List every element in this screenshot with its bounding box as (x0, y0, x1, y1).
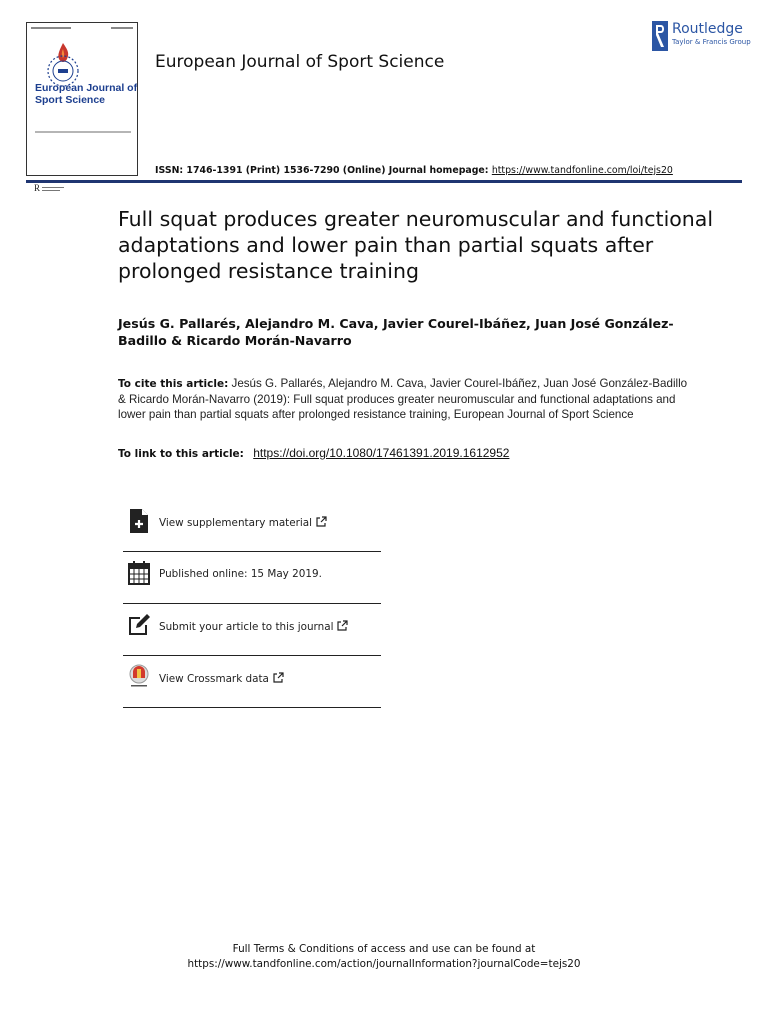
external-link-icon (337, 620, 348, 631)
terms-link[interactable]: https://www.tandfonline.com/action/journalInformation?journalCode=tejs20 (187, 957, 581, 970)
article-link-label: To link to this article: (118, 448, 244, 460)
citation-label: To cite this article: (118, 378, 229, 390)
journal-name: European Journal of Sport Science (155, 52, 445, 72)
external-link-icon (273, 672, 284, 683)
header-divider (26, 180, 742, 183)
published-online-label: Published online: 15 May 2019. (159, 568, 322, 580)
cover-masthead (31, 27, 133, 31)
terms-text: Full Terms & Conditions of access and use can be found at (232, 943, 536, 955)
article-authors: Jesús G. Pallarés, Alejandro M. Cava, Javier Courel-Ibáñez, Juan José González-Badillo & Ricardo Morán-Navarro (118, 316, 674, 348)
crossmark-label: View Crossmark data (159, 672, 284, 685)
publisher-group: Taylor & Francis Group (672, 38, 751, 46)
calendar-icon (128, 560, 150, 586)
external-link-icon (316, 516, 327, 527)
article-title: Full squat produces greater neuromuscular and functional adaptations and lower pain than partial squats after prolonged resistance training (118, 207, 714, 283)
article-link-line (118, 446, 509, 460)
issn-text: ISSN: 1746-1391 (Print) 1536-7290 (Online) Journal homepage: (155, 165, 492, 176)
cover-routledge-icon: R (34, 183, 41, 193)
submit-article-label: Submit your article to this journal (159, 620, 348, 633)
citation-block (118, 376, 698, 422)
supplementary-material-link[interactable] (123, 500, 381, 552)
journal-cover-thumbnail[interactable] (26, 22, 138, 193)
publisher-logo[interactable] (652, 21, 751, 51)
terms-footer (0, 942, 768, 971)
article-actions (123, 500, 381, 708)
cover-subtitle-line (35, 131, 131, 133)
citation-text: Jesús G. Pallarés, Alejandro M. Cava, Javier Courel-Ibáñez, Juan José González-Badillo & Ricardo Morán-Navarro (2019): Full squat produces greater neuromuscular and functional adaptations and lower pain than partial squats after prolonged resistance training, European Journal of Sport Science (118, 377, 688, 421)
crossmark-icon (128, 664, 150, 690)
submit-article-link[interactable] (123, 604, 381, 656)
doi-link[interactable]: https://doi.org/10.1080/17461391.2019.1612952 (253, 446, 510, 460)
edit-icon (128, 612, 150, 638)
supplementary-material-label: View supplementary material (159, 516, 327, 529)
routledge-logo-icon (652, 21, 668, 51)
publisher-name: Routledge (672, 21, 743, 37)
journal-homepage-link[interactable]: https://www.tandfonline.com/loi/tejs20 (491, 165, 673, 176)
cover-publisher-mark (34, 184, 64, 193)
document-plus-icon (128, 508, 150, 534)
published-online-info (123, 552, 381, 604)
issn-line (155, 165, 673, 176)
cover-title: European Journal of Sport Science (35, 82, 138, 106)
crossmark-link[interactable] (123, 656, 381, 708)
